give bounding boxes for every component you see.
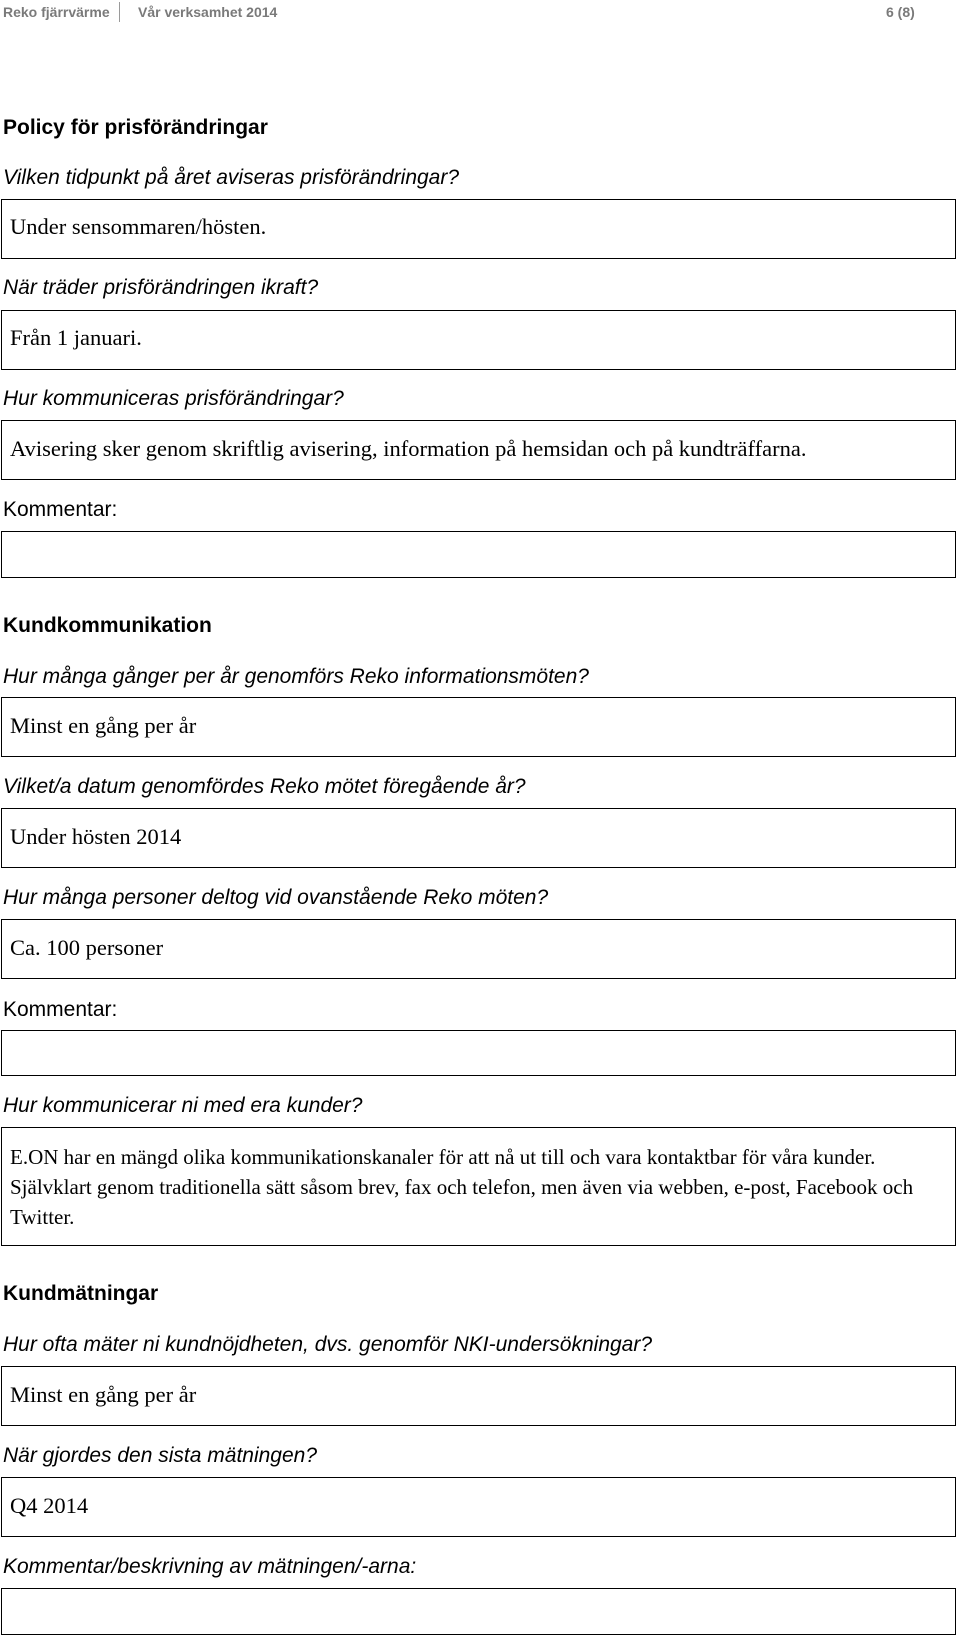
answer-text: Minst en gång per år <box>10 1382 197 1407</box>
question-info-meetings-per-year: Hur många gånger per år genomförs Reko informationsmöten? <box>3 665 589 688</box>
page-header <box>0 2 960 24</box>
answer-field-info-meetings-per-year[interactable] <box>1 697 956 757</box>
comment-field-kundkommunikation[interactable] <box>1 1030 956 1076</box>
question-price-effective-date: När träder prisförändringen ikraft? <box>3 276 319 299</box>
comment-label-kundmatningar: Kommentar/beskrivning av mätningen/-arna: <box>3 1555 417 1578</box>
question-meeting-dates: Vilket/a datum genomfördes Reko mötet föregående år? <box>3 775 526 798</box>
answer-field-price-communication[interactable] <box>1 420 956 480</box>
question-last-measurement: När gjordes den sista mätningen? <box>3 1444 318 1467</box>
answer-field-last-measurement[interactable] <box>1 1477 956 1537</box>
question-price-notice-time: Vilken tidpunkt på året aviseras prisförändringar? <box>3 166 460 189</box>
section-heading-policy: Policy för prisförändringar <box>3 116 268 139</box>
question-nki-frequency: Hur ofta mäter ni kundnöjdheten, dvs. genomför NKI-undersökningar? <box>3 1333 653 1356</box>
section-heading-kundmatningar: Kundmätningar <box>3 1282 159 1305</box>
answer-field-meeting-dates[interactable] <box>1 808 956 868</box>
answer-text: Från 1 januari. <box>10 325 142 350</box>
answer-text: Q4 2014 <box>10 1493 89 1518</box>
comment-field-kundmatningar[interactable] <box>1 1588 956 1635</box>
answer-text: Ca. 100 personer <box>10 935 164 960</box>
answer-field-nki-frequency[interactable] <box>1 1366 956 1426</box>
question-meeting-attendance: Hur många personer deltog vid ovanstående Reko möten? <box>3 886 549 909</box>
answer-text: Minst en gång per år <box>10 713 197 738</box>
answer-text: E.ON har en mängd olika kommunikationskanaler för att nå ut till och vara kontaktbar för våra kunder. Självklart genom traditionella sätt såsom brev, fax och telefon, men även via webben, e-post, Facebook och Twitter. <box>10 1145 914 1229</box>
answer-field-price-notice-time[interactable] <box>1 199 956 259</box>
answer-field-customer-communication[interactable] <box>1 1127 956 1246</box>
question-price-communication: Hur kommuniceras prisförändringar? <box>3 387 344 410</box>
answer-text: Under sensommaren/hösten. <box>10 214 267 239</box>
header-divider <box>119 2 120 22</box>
comment-label-policy: Kommentar: <box>3 498 118 521</box>
header-document-title: Vår verksamhet 2014 <box>138 4 278 20</box>
answer-field-price-effective-date[interactable] <box>1 310 956 370</box>
answer-text: Avisering sker genom skriftlig avisering, information på hemsidan och på kundträffarna. <box>10 436 807 461</box>
comment-field-policy[interactable] <box>1 531 956 578</box>
answer-text: Under hösten 2014 <box>10 824 182 849</box>
question-customer-communication: Hur kommunicerar ni med era kunder? <box>3 1094 363 1117</box>
header-org: Reko fjärrvärme <box>3 4 110 20</box>
header-page-number: 6 (8) <box>886 4 915 20</box>
section-heading-kundkommunikation: Kundkommunikation <box>3 614 212 637</box>
comment-label-kundkommunikation: Kommentar: <box>3 998 118 1021</box>
answer-field-meeting-attendance[interactable] <box>1 919 956 979</box>
